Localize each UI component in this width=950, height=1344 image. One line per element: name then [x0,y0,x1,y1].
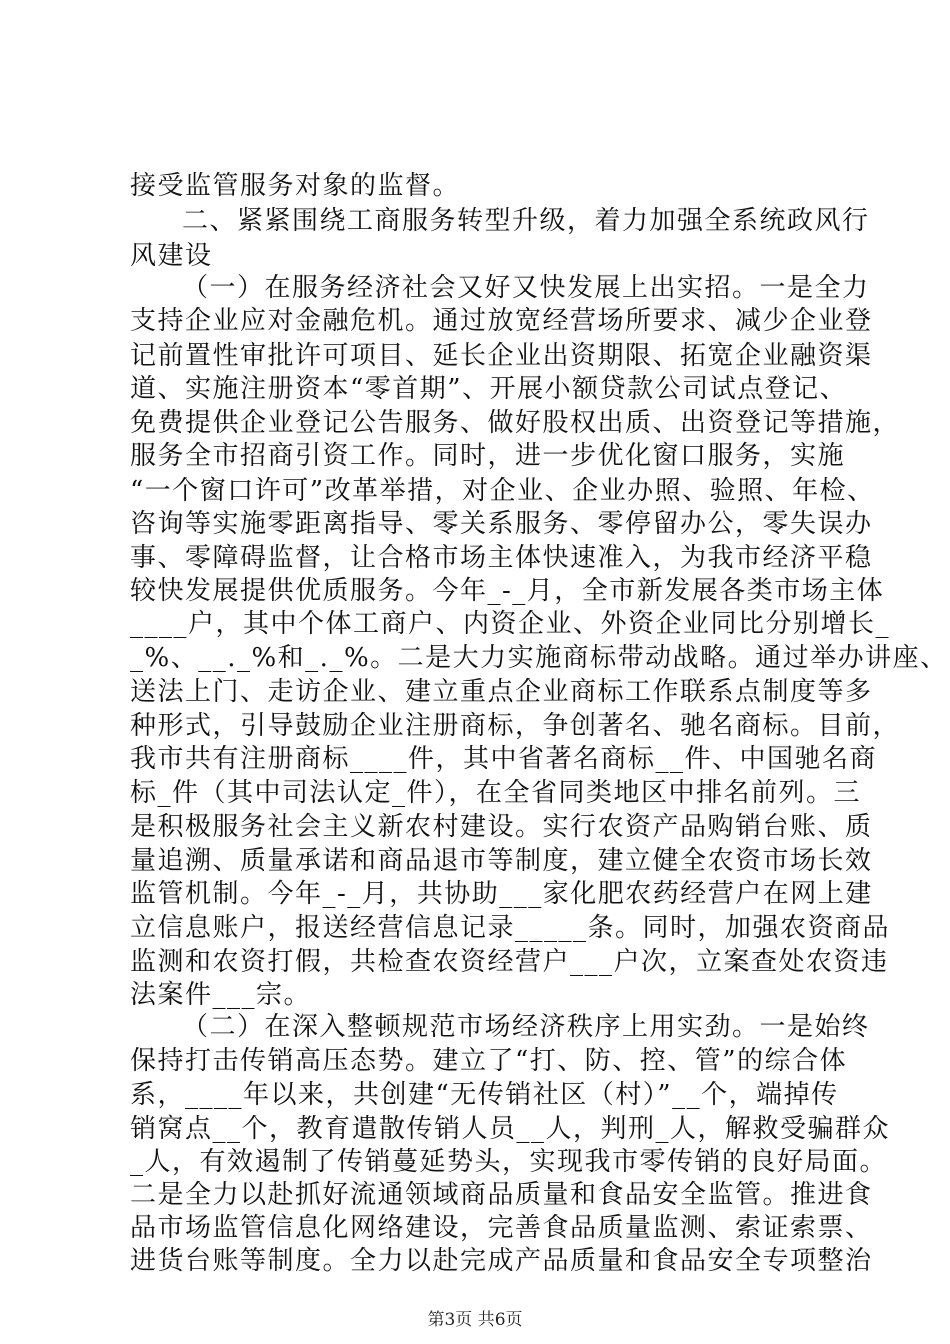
text-line: 接受监管服务对象的监督。 [130,171,461,201]
text-line: 标_件（其中司法认定_件），在全省同类地区中排名前列。三 [130,778,862,808]
text-line: 事、零障碍监督，让合格市场主体快速准入，为我市经济平稳 [130,543,873,573]
text-line: 系，____年以来，共创建“无传销社区（村）”__个，端掉传 [130,1080,839,1110]
text-line: 是积极服务社会主义新农村建设。实行农资产品购销台账、质 [130,812,873,842]
text-line: 服务全市招商引资工作。同时，进一步优化窗口服务，实施 [130,441,846,471]
text-line: 监管机制。今年_-_月，共协助___家化肥农药经营户在网上建 [130,879,873,909]
text-line: 销窝点__个，教育遣散传销人员__人，判刑_人，解救受骗群众 [130,1114,891,1144]
text-line: ____户，其中个体工商户、内资企业、外资企业同比分别增长_ [130,609,891,639]
text-line: 我市共有注册商标____件，其中省著名商标__件、中国驰名商 [130,744,878,774]
text-line: 种形式，引导鼓励企业注册商标，争创著名、驰名商标。目前， [130,711,901,741]
page-footer: 第3页 共6页 [427,1310,523,1330]
text-line: 记前置性审批许可项目、延长企业出资期限、拓宽企业融资渠 [130,341,873,371]
text-line: 量追溯、质量承诺和商品退市等制度，建立健全农资市场长效 [130,846,873,876]
text-line: 送法上门、走访企业、建立重点企业商标工作联系点制度等多 [130,677,873,707]
text-line: 进货台账等制度。全力以赴完成产品质量和食品安全专项整治 [130,1246,873,1276]
text-line: 保持打击传销高压态势。建立了“打、防、控、管”的综合体 [130,1046,848,1076]
text-line: _%、__._%和_._%。二是大力实施商标带动战略。通过举办讲座、 [130,643,948,673]
text-line: 免费提供企业登记公告服务、做好股权出质、出资登记等措施， [130,408,901,438]
text-line: 立信息账户，报送经营信息记录_____条。同时，加强农资商品 [130,913,891,943]
section-heading: 二、紧紧围绕工商服务转型升级，着力加强全系统政风行 [182,206,870,236]
text-line: 品市场监管信息化网络建设，完善食品质量监测、索证索票、 [130,1213,873,1243]
text-line: 咨询等实施零距离指导、零关系服务、零停留办公，零失误办 [130,509,873,539]
text-line: 监测和农资打假，共检查农资经营户___户次，立案查处农资违 [130,947,889,977]
text-line: 较快发展提供优质服务。今年_-_月，全市新发展各类市场主体 [130,576,885,606]
text-line: “一个窗口许可”改革举措，对企业、企业办照、验照、年检、 [130,476,875,506]
text-line: 道、实施注册资本“零首期”、开展小额贷款公司试点登记、 [130,374,848,404]
text-line: 法案件___宗。 [130,980,312,1010]
text-line: 二是全力以赴抓好流通领域商品质量和食品安全监管。推进食 [130,1180,873,1210]
text-line: _人，有效遏制了传销蔓延势头，实现我市零传销的良好局面。 [130,1147,888,1177]
text-line: 支持企业应对金融危机。通过放宽经营场所要求、减少企业登 [130,306,873,336]
text-line: （二）在深入整顿规范市场经济秩序上用实劲。一是始终 [182,1012,870,1042]
section-heading-continued: 风建设 [130,241,213,271]
text-line: （一）在服务经济社会又好又快发展上出实招。一是全力 [182,273,870,303]
